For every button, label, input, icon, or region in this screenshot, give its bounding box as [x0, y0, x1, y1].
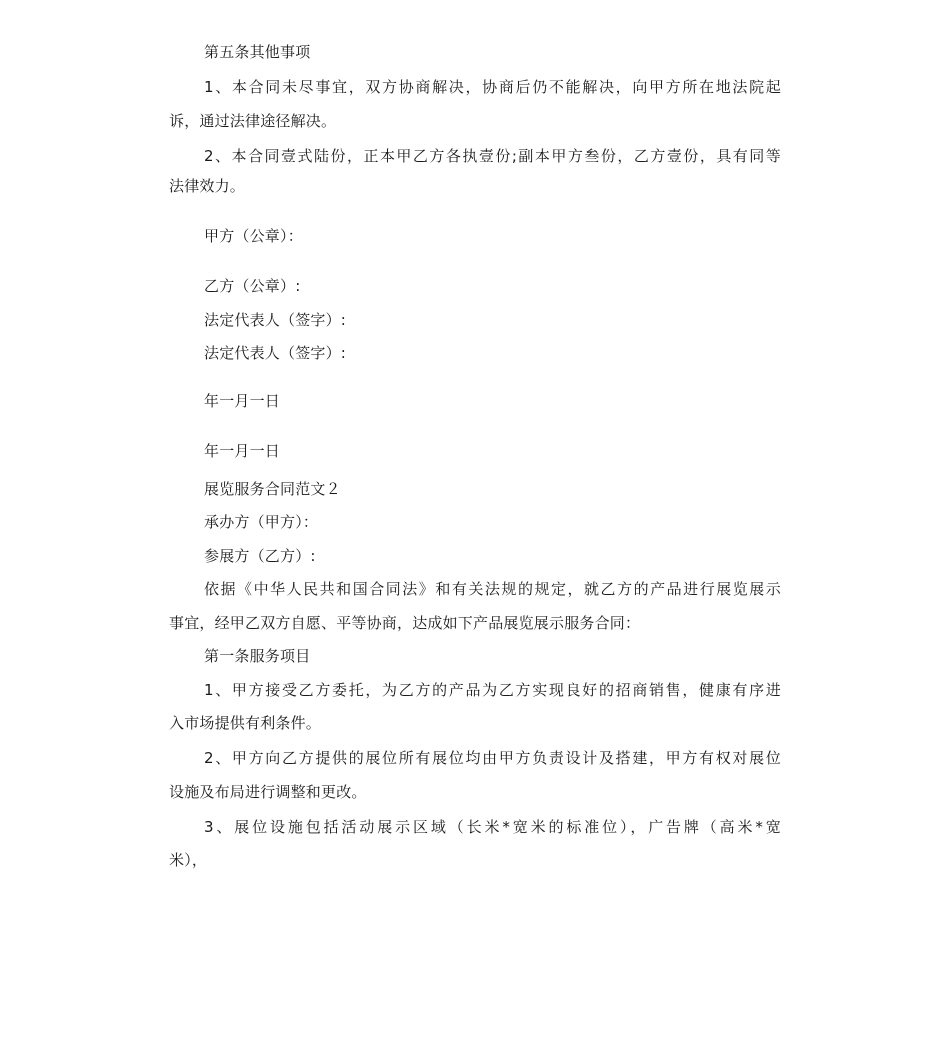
legal-representative-signature-2: 法定代表人（签字）:	[204, 344, 347, 362]
section-5-item-2-line-2: 法律效力。	[169, 177, 246, 195]
section-1-item-2-line-1: 2、甲方向乙方提供的展位所有展位均由甲方负责设计及搭建，甲方有权对展位	[204, 749, 781, 767]
party-a-seal-label: 甲方（公章）：	[204, 227, 303, 245]
preamble-line-2: 事宜，经甲乙双方自愿、平等协商，达成如下产品展览展示服务合同：	[169, 614, 641, 632]
legal-representative-signature-1: 法定代表人（签字）:	[204, 311, 347, 329]
section-1-item-1-line-2: 入市场提供有利条件。	[169, 714, 322, 732]
preamble-line-1: 依据《中华人民共和国合同法》和有关法规的规定，就乙方的产品进行展览展示	[204, 580, 781, 598]
section-5-item-2-line-1: 2、本合同壹式陆份，正本甲乙方各执壹份;副本甲方叁份，乙方壹份，具有同等	[204, 147, 781, 165]
section-5-item-1-line-2: 诉，通过法律途径解决。	[169, 112, 337, 130]
section-5-title: 第五条其他事项	[204, 43, 311, 61]
organizer-party-a: 承办方（甲方）：	[204, 513, 319, 531]
section-1-item-2-line-2: 设施及布局进行调整和更改。	[169, 783, 367, 801]
party-b-seal-label: 乙方（公章）:	[204, 277, 301, 295]
exhibitor-party-b: 参展方（乙方）:	[204, 547, 316, 565]
section-1-item-1-line-1: 1、甲方接受乙方委托，为乙方的产品为乙方实现良好的招商销售，健康有序进	[204, 681, 781, 699]
date-line-2: 年一月一日	[204, 442, 281, 460]
date-line-1: 年一月一日	[204, 392, 281, 410]
contract-2-title: 展览服务合同范文２	[204, 480, 341, 498]
section-5-item-1-line-1: 1、本合同未尽事宜，双方协商解决，协商后仍不能解决，向甲方所在地法院起	[204, 78, 781, 96]
section-1-item-3-line-2: 米），	[169, 851, 208, 869]
section-1-title: 第一条服务项目	[204, 647, 311, 665]
section-1-item-3-line-1: 3、展位设施包括活动展示区域（长米*宽米的标准位），广告牌（高米*宽	[204, 818, 781, 836]
